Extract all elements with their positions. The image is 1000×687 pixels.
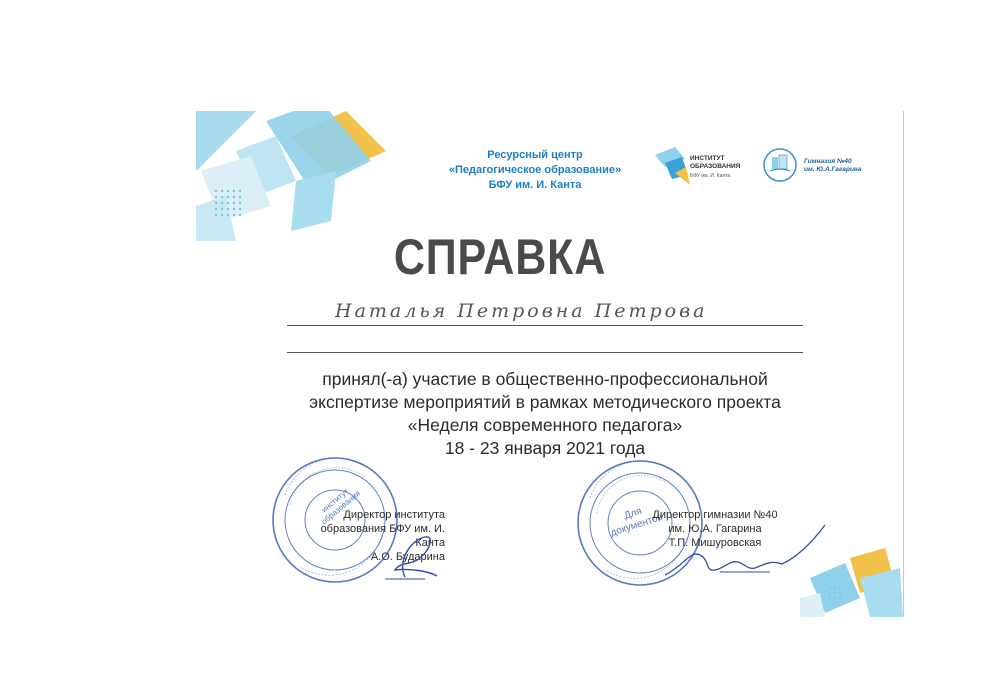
institute-logo-sub: БФУ им. И. Канта bbox=[690, 173, 731, 179]
right-signer-role-1: Директор гимназии №40 bbox=[652, 509, 778, 521]
left-stamp-center-text: институт образования bbox=[319, 486, 363, 527]
certificate-body bbox=[0, 368, 1000, 460]
recipient-handwritten-name: Наталья Петровна Петрова bbox=[335, 300, 708, 322]
body-line-1: принял(-а) участие в общественно-профессиональной bbox=[322, 369, 768, 389]
document-title: СПРАВКА bbox=[393, 229, 607, 285]
right-signer-role-2: им. Ю.А. Гагарина bbox=[668, 523, 762, 535]
left-signer-role-1: Директор института bbox=[343, 509, 445, 521]
body-line-4: 18 - 23 января 2021 года bbox=[444, 438, 646, 458]
right-signer-name: Т.П. Мишуровская bbox=[668, 537, 762, 549]
body-line-3: «Неделя современного педагога» bbox=[407, 415, 683, 435]
resource-center-title: Ресурсный центр «Педагогическое образование» БФУ им. И. Канта bbox=[448, 149, 622, 191]
body-line-2: экспертизе мероприятий в рамках методического проекта bbox=[309, 392, 781, 412]
left-signer-role-2: образования БФУ им. И. Канта bbox=[320, 523, 445, 549]
gymnasium-logo-label: Гимназия №40 им. Ю.А.Гагарина bbox=[804, 158, 862, 173]
left-handwritten-signature bbox=[375, 532, 445, 582]
decorative-squares-top-left bbox=[196, 111, 396, 241]
right-handwritten-signature bbox=[660, 520, 840, 580]
right-stamp-center-text: Для документов bbox=[609, 505, 665, 539]
name-underline-2 bbox=[287, 352, 803, 353]
left-signer-name: А.О. Бударина bbox=[370, 551, 445, 563]
name-underline-1 bbox=[287, 325, 803, 326]
gymnasium-logo-icon bbox=[762, 147, 798, 183]
institute-logo-label: ИНСТИТУТ ОБРАЗОВАНИЯ bbox=[690, 155, 741, 170]
